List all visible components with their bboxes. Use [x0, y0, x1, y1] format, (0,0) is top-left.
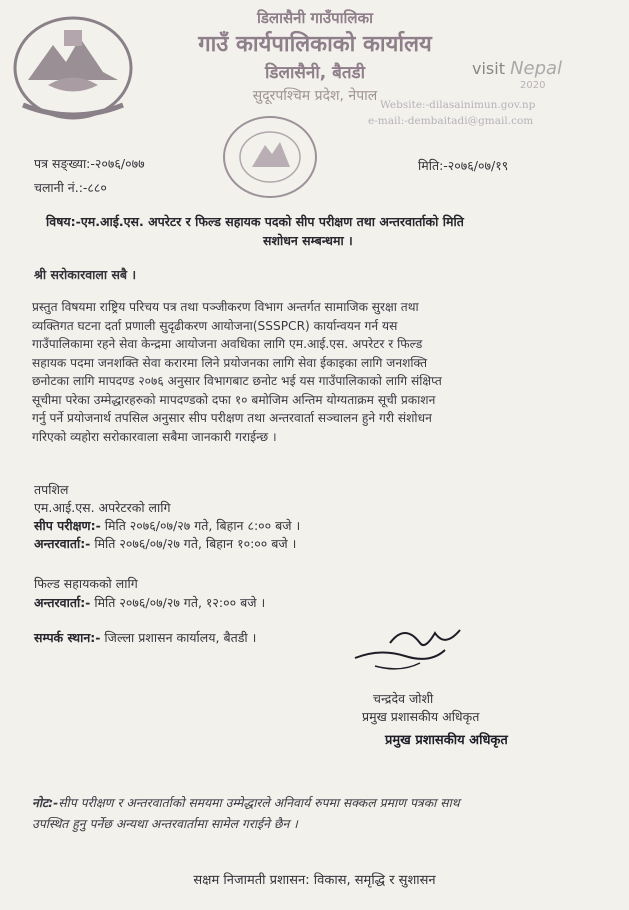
field-interview — [34, 594, 265, 611]
body-line: गरिएको व्यहोरा सरोकारवाला सबैमा जानकारी गराईन्छ । — [32, 429, 277, 444]
mis-interview — [34, 535, 296, 552]
visit-text: visit — [472, 59, 505, 78]
body-line: सहायक पदमा जनशक्ति सेवा करारमा लिने प्रयोजनका लागि सेवा ईकाइका लागि जनशक्ति — [32, 355, 428, 370]
contact-label: सम्पर्क स्थान:- — [34, 630, 101, 645]
body-line: व्यक्तिगत घटना दर्ता प्रणाली सुदृढीकरण आयोजना(SSSPCR) कार्यान्वयन गर्न यस — [32, 318, 398, 333]
letterhead-province: सुदूरपश्चिम प्रदेश, नेपाल — [252, 88, 378, 104]
letterhead-office: गाउँ कार्यपालिकाको कार्यालय — [198, 32, 432, 57]
body-line: गाउँपालिकामा रहने सेवा केन्द्रमा आयोजना अवधिका लागि एम.आई.एस. अपरेटर र फिल्ड — [32, 337, 423, 351]
mis-skill-value: मिति २०७६/०७/२७ गते, बिहान ८:०० बजे । — [100, 518, 301, 533]
contact-value: जिल्ला प्रशासन कार्यालय, बैतडी । — [100, 630, 257, 645]
letterhead-municipality: डिलासैनी गाउँपालिका — [257, 9, 373, 27]
letterhead-address: डिलासैनी, बैतडी — [264, 63, 366, 83]
note-text-2: उपस्थित हुनु पर्नेछ अन्यथा अन्तरवार्तामा सामेल गराईने छैन । — [32, 817, 298, 831]
signatory-title: प्रमुख प्रशासकीय अधिकृत — [362, 709, 480, 724]
visit-year: 2020 — [520, 80, 546, 91]
body-line: छनोटका लागि मापदण्ड २०७६ अनुसार विभागबाट छनोट भई यस गाउँपालिकाको लागि संक्षिप्त — [32, 374, 442, 388]
field-interview-label: अन्तरवार्ता:- — [34, 595, 91, 610]
visit-nepal-logo — [472, 58, 562, 79]
mis-skill-test — [34, 517, 300, 534]
mis-skill-label: सीप परीक्षण:- — [34, 518, 101, 533]
mis-interview-label: अन्तरवार्ता:- — [34, 536, 91, 551]
field-interview-value: मिति २०७६/०७/२७ गते, १२:०० बजे । — [90, 595, 266, 610]
schedule-heading: तपशिल — [34, 482, 69, 497]
salutation: श्री सरोकारवाला सबै । — [34, 267, 137, 282]
body-paragraph — [32, 298, 600, 446]
email-text: e-mail:-dembaitadi@gmail.com — [368, 115, 534, 127]
signatory-stamp: प्रमुख प्रशासकीय अधिकृत — [385, 733, 508, 748]
office-stamp-icon — [220, 112, 320, 202]
contact-place — [34, 629, 256, 646]
nepal-emblem-icon — [8, 10, 138, 122]
field-heading: फिल्ड सहायकको लागि — [34, 576, 138, 591]
subject-line-2: सशोधन सम्बन्धमा । — [263, 233, 353, 248]
footer-slogan: सक्षम निजामती प्रशासन: विकास, समृद्धि र सुशासन — [193, 873, 436, 888]
note-line-1 — [32, 793, 602, 814]
patra-sankhya: पत्र सङ्ख्या:-२०७६/०७७ — [34, 156, 145, 171]
chalani-number: चलानी नं.:-८८० — [34, 180, 107, 195]
body-line: प्रस्तुत विषयमा राष्ट्रिय परिचय पत्र तथा पञ्जीकरण विभाग अन्तर्गत सामाजिक सुरक्षा तथा — [32, 300, 419, 314]
visit-brand: Nepal — [510, 58, 563, 79]
signatory-name: चन्द्रदेव जोशी — [373, 691, 434, 706]
subject-line-1: विषय:-एम.आई.एस. अपरेटर र फिल्ड सहायक पदको सीप परीक्षण तथा अन्तरवार्ताको मिति — [46, 214, 464, 229]
mis-heading: एम.आई.एस. अपरेटरको लागि — [34, 500, 171, 515]
note-block — [32, 793, 602, 835]
letter-date: मिति:-२०७६/०७/१९ — [418, 158, 509, 173]
body-line: गर्नु पर्ने प्रयोजनार्थ तपसिल अनुसार सीप परीक्षण तथा अन्तरवार्ता सञ्चालन हुने गरी संशोधन — [32, 411, 432, 425]
website-text: Website:-dilasainimun.gov.np — [380, 99, 536, 111]
note-text-1: सीप परीक्षण र अन्तरवार्ताको समयमा उम्मेद्धारले अनिवार्य रुपमा सक्कल प्रमाण पत्रका साथ — [58, 796, 460, 810]
mis-interview-value: मिति २०७६/०७/२७ गते, बिहान १०:०० बजे । — [90, 536, 297, 551]
body-line: सूचीमा परेका उम्मेद्धारहरुको मापदण्डको दफा १० बमोजिम अन्तिम योग्यताक्रम सूची प्रकाशन — [32, 392, 436, 407]
note-label: नोट:- — [32, 796, 59, 810]
signature-icon — [350, 618, 470, 688]
